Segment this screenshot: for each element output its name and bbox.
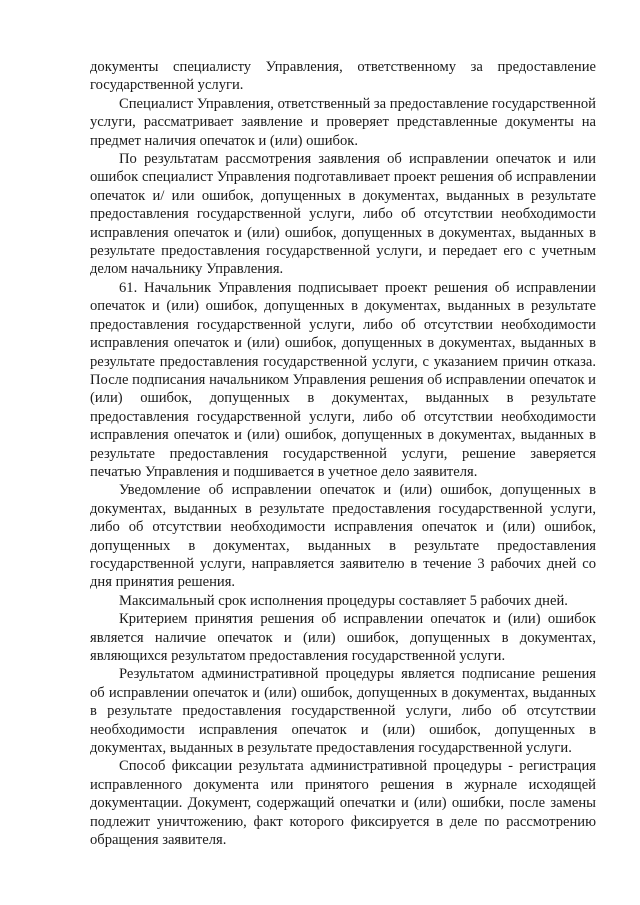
- paragraph-continuation: документы специалисту Управления, ответственному за предоставление государственной услуги.: [90, 59, 596, 94]
- paragraph-item-61: 61. Начальник Управления подписывает проект решения об исправлении опечаток и (или) ошибок, допущенных в документах, выданных в результате предоставления государственной услуги, либо об отсутствии необходимости исправления опечаток и (или) ошибок, допущенных в документах, выданных в результате предоставления государственной услуги, с указанием причин отказа. После подписания начальником Управления решения об исправлении опечаток и (или) ошибок, допущенных в документах, выданных в результате предоставления государственной услуги, либо об отсутствии необходимости исправления опечаток и (или) ошибок, допущенных в документах, выданных в результате предоставления государственной услуги, решение заверяется печатью Управления и подшивается в учетное дело заявителя.: [90, 279, 596, 480]
- paragraph-criterion: Критерием принятия решения об исправлении опечаток и (или) ошибок является наличие опечаток и (или) ошибок, допущенных в документах, являющихся результатом предоставления государственной услуги.: [90, 611, 596, 664]
- paragraph-specialist-review: Специалист Управления, ответственный за предоставление государственной услуги, рассматривает заявление и проверяет представленные документы на предмет наличия опечаток и (или) ошибок.: [90, 95, 596, 149]
- document-page: [90, 58, 596, 849]
- paragraph-result: Результатом административной процедуры является подписание решения об исправлении опечаток и (или) ошибок, допущенных в документах, выданных в результате предоставления государственной услуги, либо об отсутствии необходимости исправления опечаток и (или) ошибок, допущенных в документах, выданных в результате предоставления государственной услуги.: [90, 666, 596, 757]
- paragraph-draft-decision: По результатам рассмотрения заявления об исправлении опечаток и или ошибок специалист Управления подготавливает проект решения об исправлении опечаток и/ или ошибок, допущенных в документах, выданных в результате предоставления государственной услуги, либо об отсутствии необходимости исправления опечаток и (или) ошибок, допущенных в документах, выданных в результате предоставления государственной услуги, и передает его с учетным делом начальнику Управления.: [90, 151, 596, 278]
- paragraph-fixation-method: Способ фиксации результата административной процедуры - регистрация исправленного документа или принятого решения в журнале исходящей документации. Документ, содержащий опечатки и (или) ошибки, после замены подлежит уничтожению, факт которого фиксируется в деле по рассмотрению обращения заявителя.: [90, 758, 596, 849]
- paragraph-max-term: Максимальный срок исполнения процедуры составляет 5 рабочих дней.: [119, 592, 568, 609]
- paragraph-notification: Уведомление об исправлении опечаток и (или) ошибок, допущенных в документах, выданных в результате предоставления государственной услуги, либо об отсутствии необходимости исправления опечаток и (или) ошибок, допущенных в документах, выданных в результате предоставления государственной услуги, направляется заявителю в течение 3 рабочих дней со дня принятия решения.: [90, 482, 596, 591]
